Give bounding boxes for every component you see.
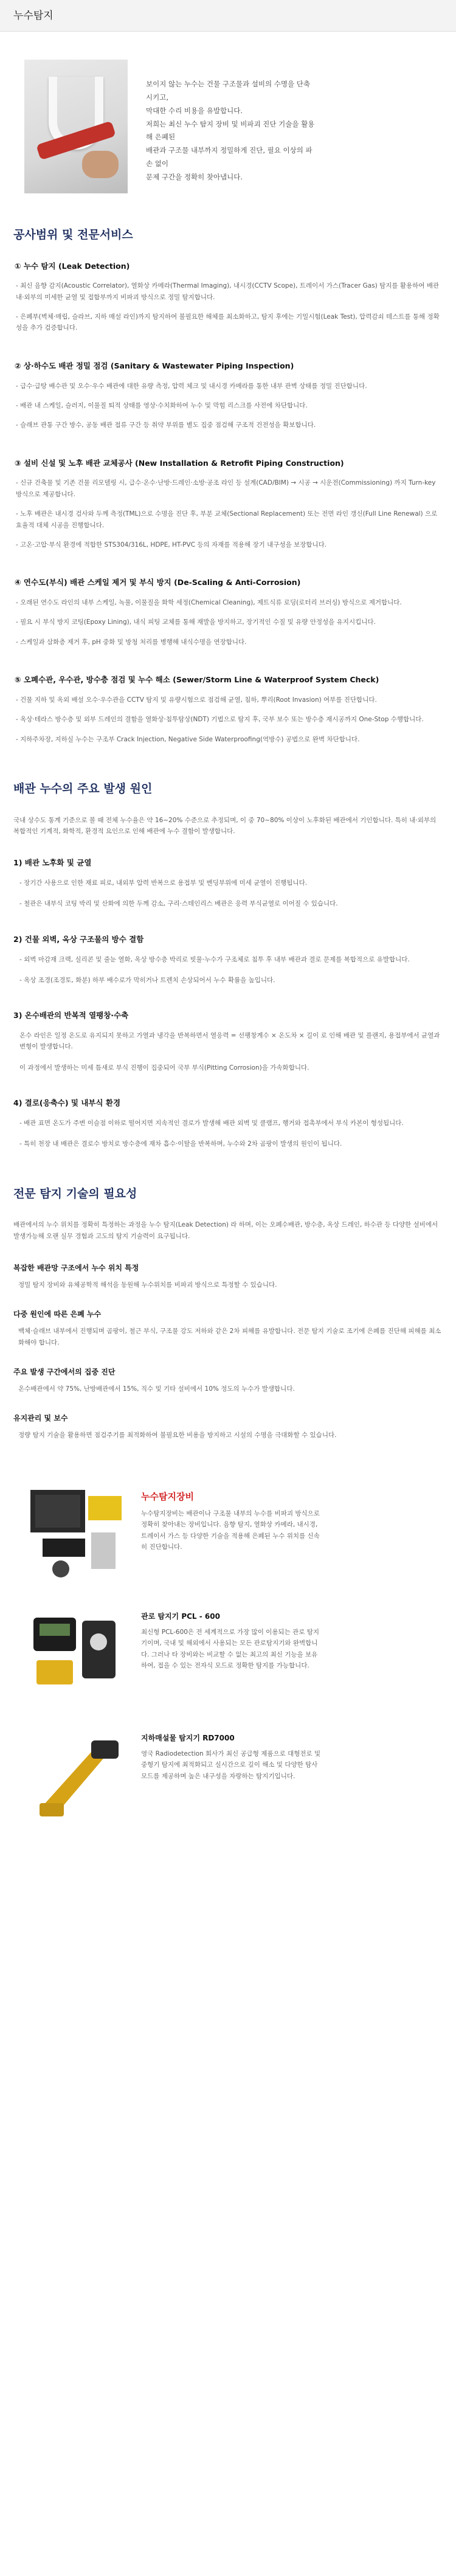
- page-title: 누수탐지: [13, 10, 54, 22]
- intro-line: 보이지 않는 누수는 건물 구조물과 설비의 수명을 단축시키고,: [146, 80, 310, 102]
- necessity-text: 온수배관에서 약 75%, 난방배관에서 15%, 직수 및 기타 설비에서 10% 정도의 누수가 발생합니다.: [18, 1385, 295, 1393]
- equipment-text: [141, 1605, 323, 1703]
- necessity-text: 정밀 탐지 장비와 유체공학적 해석을 동원해 누수위치를 비파괴 방식으로 특정할 수 있습니다.: [18, 1281, 277, 1289]
- leak-detector-kit-image: [24, 1484, 128, 1581]
- plumber-photo: [24, 60, 128, 193]
- equipment-item: [0, 1605, 456, 1703]
- service-bullet: - 옥상·테라스 방수층 및 외부 드레인의 결함을 열화상·침투탐상(NDT) 기법으로 탐지 후, 국부 보수 또는 방수층 재시공까지 One-Stop 수행합니다.: [16, 716, 424, 724]
- cause-title: 3) 온수배관의 반복적 열팽창·수축: [13, 1011, 129, 1020]
- service-bullet: - 오래된 연수도 라인의 내부 스케일, 녹물, 이물질을 화학 세정(Chemical Cleaning), 제트식류 로딩(로터리 브러싱) 방식으로 제거합니다.: [16, 599, 402, 606]
- equipment-title: 관로 탐지기 PCL - 600: [141, 1612, 220, 1621]
- service-item: [0, 577, 456, 648]
- cause-bullet: - 특히 천장 내 배관은 결로수 방치로 방수층에 재차 흡수·이탈을 반복하며, 누수와 2차 곰팡이 발생의 원인이 됩니다.: [19, 1140, 342, 1148]
- cause-bullet: - 철관은 내부식 코팅 박리 및 산화에 의한 두께 감소, 구리·스테인리스 배관은 응력 부식균열로 이어질 수 있습니다.: [19, 900, 338, 908]
- equipment-text: [141, 1727, 323, 1824]
- necessity-item: [0, 1366, 456, 1394]
- service-title: ④ 연수도(부식) 배관 스케일 제거 및 부식 방지 (De-Scaling & Anti-Corrosion): [15, 578, 301, 587]
- service-title: ① 누수 탐지 (Leak Detection): [15, 261, 130, 271]
- cause-bullet: 이 과정에서 발생하는 미세 틈새로 부식 진행이 집중되어 국부 부식(Pitting Corrosion)을 가속화합니다.: [19, 1064, 309, 1072]
- service-bullet: - 배관 내 스케일, 슬러지, 이물질 퇴적 상태를 영상·수치화하여 누수 및 막힘 리스크를 사전에 차단합니다.: [16, 401, 308, 409]
- service-bullet: - 노후 배관은 내시경 검사와 두께 측정(TML)으로 수명을 진단 후, 부분 교체(Sectional Replacement) 또는 전면 라인 갱신(Full Line Renewal) 으로 효율적 대체 시공을 진행합니다.: [16, 510, 438, 529]
- necessity-text: 정량 탐지 기술을 활용하면 점검주기를 최적화하여 불필요한 비용을 방지하고 시설의 수명을 극대화할 수 있습니다.: [18, 1432, 337, 1439]
- service-bullet: - 고온·고압·부식 환경에 적합한 STS304/316L, HDPE, HT-PVC 등의 자재를 적용해 장기 내구성을 보장합니다.: [16, 541, 327, 549]
- service-item: [0, 361, 456, 431]
- cause-bullet: - 옥상 조경(조경토, 화분) 하부 배수로가 막히거나 트렌치 손상되어서 누수 확률을 높입니다.: [19, 976, 275, 984]
- equipment-desc: 영국 Radiodetection 회사가 최신 공급형 제품으로 대형전로 및 중형기 탐지에 최적화되고 실시간으로 깊이 해소 및 다양한 탐사모드를 제공하며 높은 내구성을 자랑하는 탐지기입니다.: [141, 1750, 321, 1780]
- service-bullet: - 건물 지하 및 옥외 배설 오수·우수관을 CCTV 탐지 및 유량시험으로 점검해 균열, 침하, 뿌리(Root Invasion) 여부를 진단합니다.: [16, 696, 377, 704]
- cause-title: 2) 건물 외벽, 옥상 구조물의 방수 결함: [13, 934, 144, 944]
- service-bullet: - 신규 건축물 및 기존 건물 리모델링 시, 급수·온수·난방·드레인·소방·공조 라인 등 설계(CAD/BIM) → 시공 → 시운전(Commissioning) 까지 Turn-key 방식으로 제공합니다.: [16, 479, 436, 498]
- cause-bullet: 온수 라인은 일정 온도로 유지되지 못하고 가열과 냉각을 반복하면서 열응력 = 선팽창계수 × 온도차 × 길이 로 인해 배관 및 플랜지, 용접부에서 균열과 변형이 발생합니다.: [19, 1032, 440, 1051]
- service-bullet: - 스케일과 삼화층 제거 후, pH 중화 및 방청 처리를 병행해 내식수명을 연장합니다.: [16, 638, 247, 646]
- necessity-item: [0, 1413, 456, 1441]
- cause-item: [0, 934, 456, 986]
- service-item: [0, 261, 456, 334]
- necessity-title: 다중 원인에 따른 은폐 누수: [13, 1310, 102, 1319]
- cause-bullet: - 배관 표면 온도가 주변 이슬점 이하로 떨어지면 지속적인 결로가 발생해 배관 외벽 및 클램프, 행거와 접촉부에서 부식 카본이 형성됩니다.: [19, 1119, 404, 1127]
- service-bullet: - 지하주차장, 지하실 누수는 구조부 Crack Injection, Negative Side Waterproofing(역방수) 공법으로 완벽 차단합니다.: [16, 735, 360, 743]
- pcl600-image: [24, 1605, 128, 1703]
- equipment-text: [141, 1484, 323, 1581]
- service-bullet: - 슬래브 관통 구간 방수, 공동 배관 접류 구간 등 취약 부위를 별도 집중 점검해 구조적 건전성을 확보합니다.: [16, 421, 316, 429]
- intro-line: 막대한 수리 비용을 유발합니다.: [146, 106, 243, 115]
- cause-title: 4) 결로(응축수) 및 내부식 환경: [13, 1098, 121, 1108]
- service-title: ② 상·하수도 배관 정밀 점검 (Sanitary & Wastewater Piping Inspection): [15, 361, 294, 370]
- cause-title: 1) 배관 노후화 및 균열: [13, 858, 92, 868]
- intro-section: [0, 32, 456, 226]
- necessity-title: 주요 발생 구간에서의 집중 진단: [13, 1368, 116, 1376]
- equipment-item: [0, 1484, 456, 1581]
- equipment-desc: 누수탐지장비는 배관이나 구조물 내부의 누수를 비파괴 방식으로 정확히 찾아내는 장비입니다. 음향 탐지, 열화상 카메라, 내시경, 트레이서 가스 등 다양한 기술을 적용해 은폐된 누수 위치를 신속히 진단합니다.: [141, 1510, 320, 1551]
- equipment-desc: 최신형 PCL-600은 전 세계적으로 가장 많이 이용되는 관로 탐지기이며, 국내 및 해외에서 사용되는 모든 관로탐지기와 완벽합니다. 그러나 타 장비와는 비교할 수 없는 최고의 최신 기능을 보유하여, 접을 수 있는 전자식 모드로 정확한 탐지를 가능합니다.: [141, 1628, 320, 1669]
- necessity-intro: 배관에서의 누수 위치를 정확히 특정하는 과정을 누수 탐지(Leak Detection) 라 하며, 이는 오폐수배관, 방수층, 옥상 드레인, 하수관 등 다양한 설비에서 발생가능해 오랜 실무 경험과 고도의 탐지 기술력이 요구됩니다.: [13, 1221, 438, 1240]
- necessity-title: 유지관리 및 보수: [13, 1414, 68, 1423]
- necessity-item: [0, 1309, 456, 1348]
- service-title: ③ 설비 신설 및 노후 배관 교체공사 (New Installation & Retrofit Piping Construction): [15, 458, 344, 468]
- necessity-title: 복잡한 배관망 구조에서 누수 위치 특정: [13, 1263, 139, 1272]
- cause-bullet: - 장기간 사용으로 인한 재료 피로, 내외부 압력 반복으로 용접부 및 벤딩부위에 미세 균열이 진행됩니다.: [19, 879, 308, 887]
- rd7000-image: [24, 1727, 128, 1824]
- intro-text: [146, 60, 316, 226]
- service-bullet: - 최신 음향 감지(Acoustic Correlator), 열화상 카메라(Thermal Imaging), 내시경(CCTV Scope), 트레이서 가스(Tracer Gas) 탐지를 활용하여 배관 내·외부의 미세한 균열 및 접합부까지 비파괴 방식으로 정밀 탐지합니다.: [16, 282, 440, 301]
- equipment-title: 지하매설물 탐지기 RD7000: [141, 1733, 235, 1742]
- intro-line: 문제 구간을 정확히 찾아냅니다.: [146, 172, 243, 181]
- page-header: [0, 0, 456, 32]
- cause-bullet: - 외벽 마감재 크랙, 실리콘 및 줄눈 열화, 옥상 방수층 박리로 빗물·누수가 구조체로 침투 후 내부 배관과 결로 문제를 복합적으로 유발합니다.: [19, 955, 410, 963]
- necessity-item: [0, 1262, 456, 1290]
- service-bullet: - 필요 시 부식 방지 코팅(Epoxy Lining), 내식 피팅 교체를 통해 재발을 방지하고, 장기적인 수질 및 유량 안정성을 유지시킵니다.: [16, 618, 376, 626]
- cause-item: [0, 1010, 456, 1073]
- service-bullet: - 급수·급탕 배수관 및 오수·우수 배관에 대한 유량 측정, 압력 체크 및 내시경 카메라를 통한 내부 관벽 상태를 정밀 진단합니다.: [16, 382, 367, 390]
- cause-item: [0, 857, 456, 910]
- service-bullet: - 은폐부(벽체·매립, 슬라브, 지하 매설 라인)까지 탐지하여 불필요한 해체를 최소화하고, 탐지 후에는 기밀시험(Leak Test), 압력감쇠 테스트를 통해 정확성을 추가 검증합니다.: [16, 313, 440, 332]
- intro-line: 배관과 구조물 내부까지 정밀하게 진단, 필요 이상의 파손 없이: [146, 146, 313, 168]
- causes-intro: 국내 상수도 통계 기준으로 볼 때 전체 누수율은 약 16~20% 수준으로 추정되며, 이 중 70~80% 이상이 노후화된 배관에서 기인합니다. 특히 내·외부의 복합적인 기계적, 화학적, 환경적 요인으로 인해 배관에 누수 결함이 발생합니다.: [13, 816, 437, 835]
- service-item: [0, 458, 456, 551]
- cause-item: [0, 1098, 456, 1150]
- necessity-text: 백체·슬래브 내부에서 진행되며 곰팡이, 철근 부식, 구조물 강도 저하와 같은 2차 피해를 유발합니다. 전문 탐지 기술로 조기에 은폐를 진단해 피해를 최소화해야 합니다.: [18, 1328, 441, 1346]
- service-item: [0, 674, 456, 745]
- causes-heading: 배관 누수의 주요 발생 원인: [13, 782, 153, 795]
- intro-line: 저희는 최신 누수 탐지 장비 및 비파괴 진단 기술을 활용해 은폐된: [146, 119, 315, 142]
- equipment-title: 누수탐지장비: [141, 1491, 194, 1502]
- necessity-heading: 전문 탐지 기술의 필요성: [13, 1186, 137, 1200]
- services-heading: 공사범위 및 전문서비스: [13, 228, 133, 241]
- equipment-item: [0, 1727, 456, 1824]
- service-title: ⑤ 오폐수관, 우수관, 방수층 점검 및 누수 해소 (Sewer/Storm Line & Waterproof System Check): [15, 675, 379, 685]
